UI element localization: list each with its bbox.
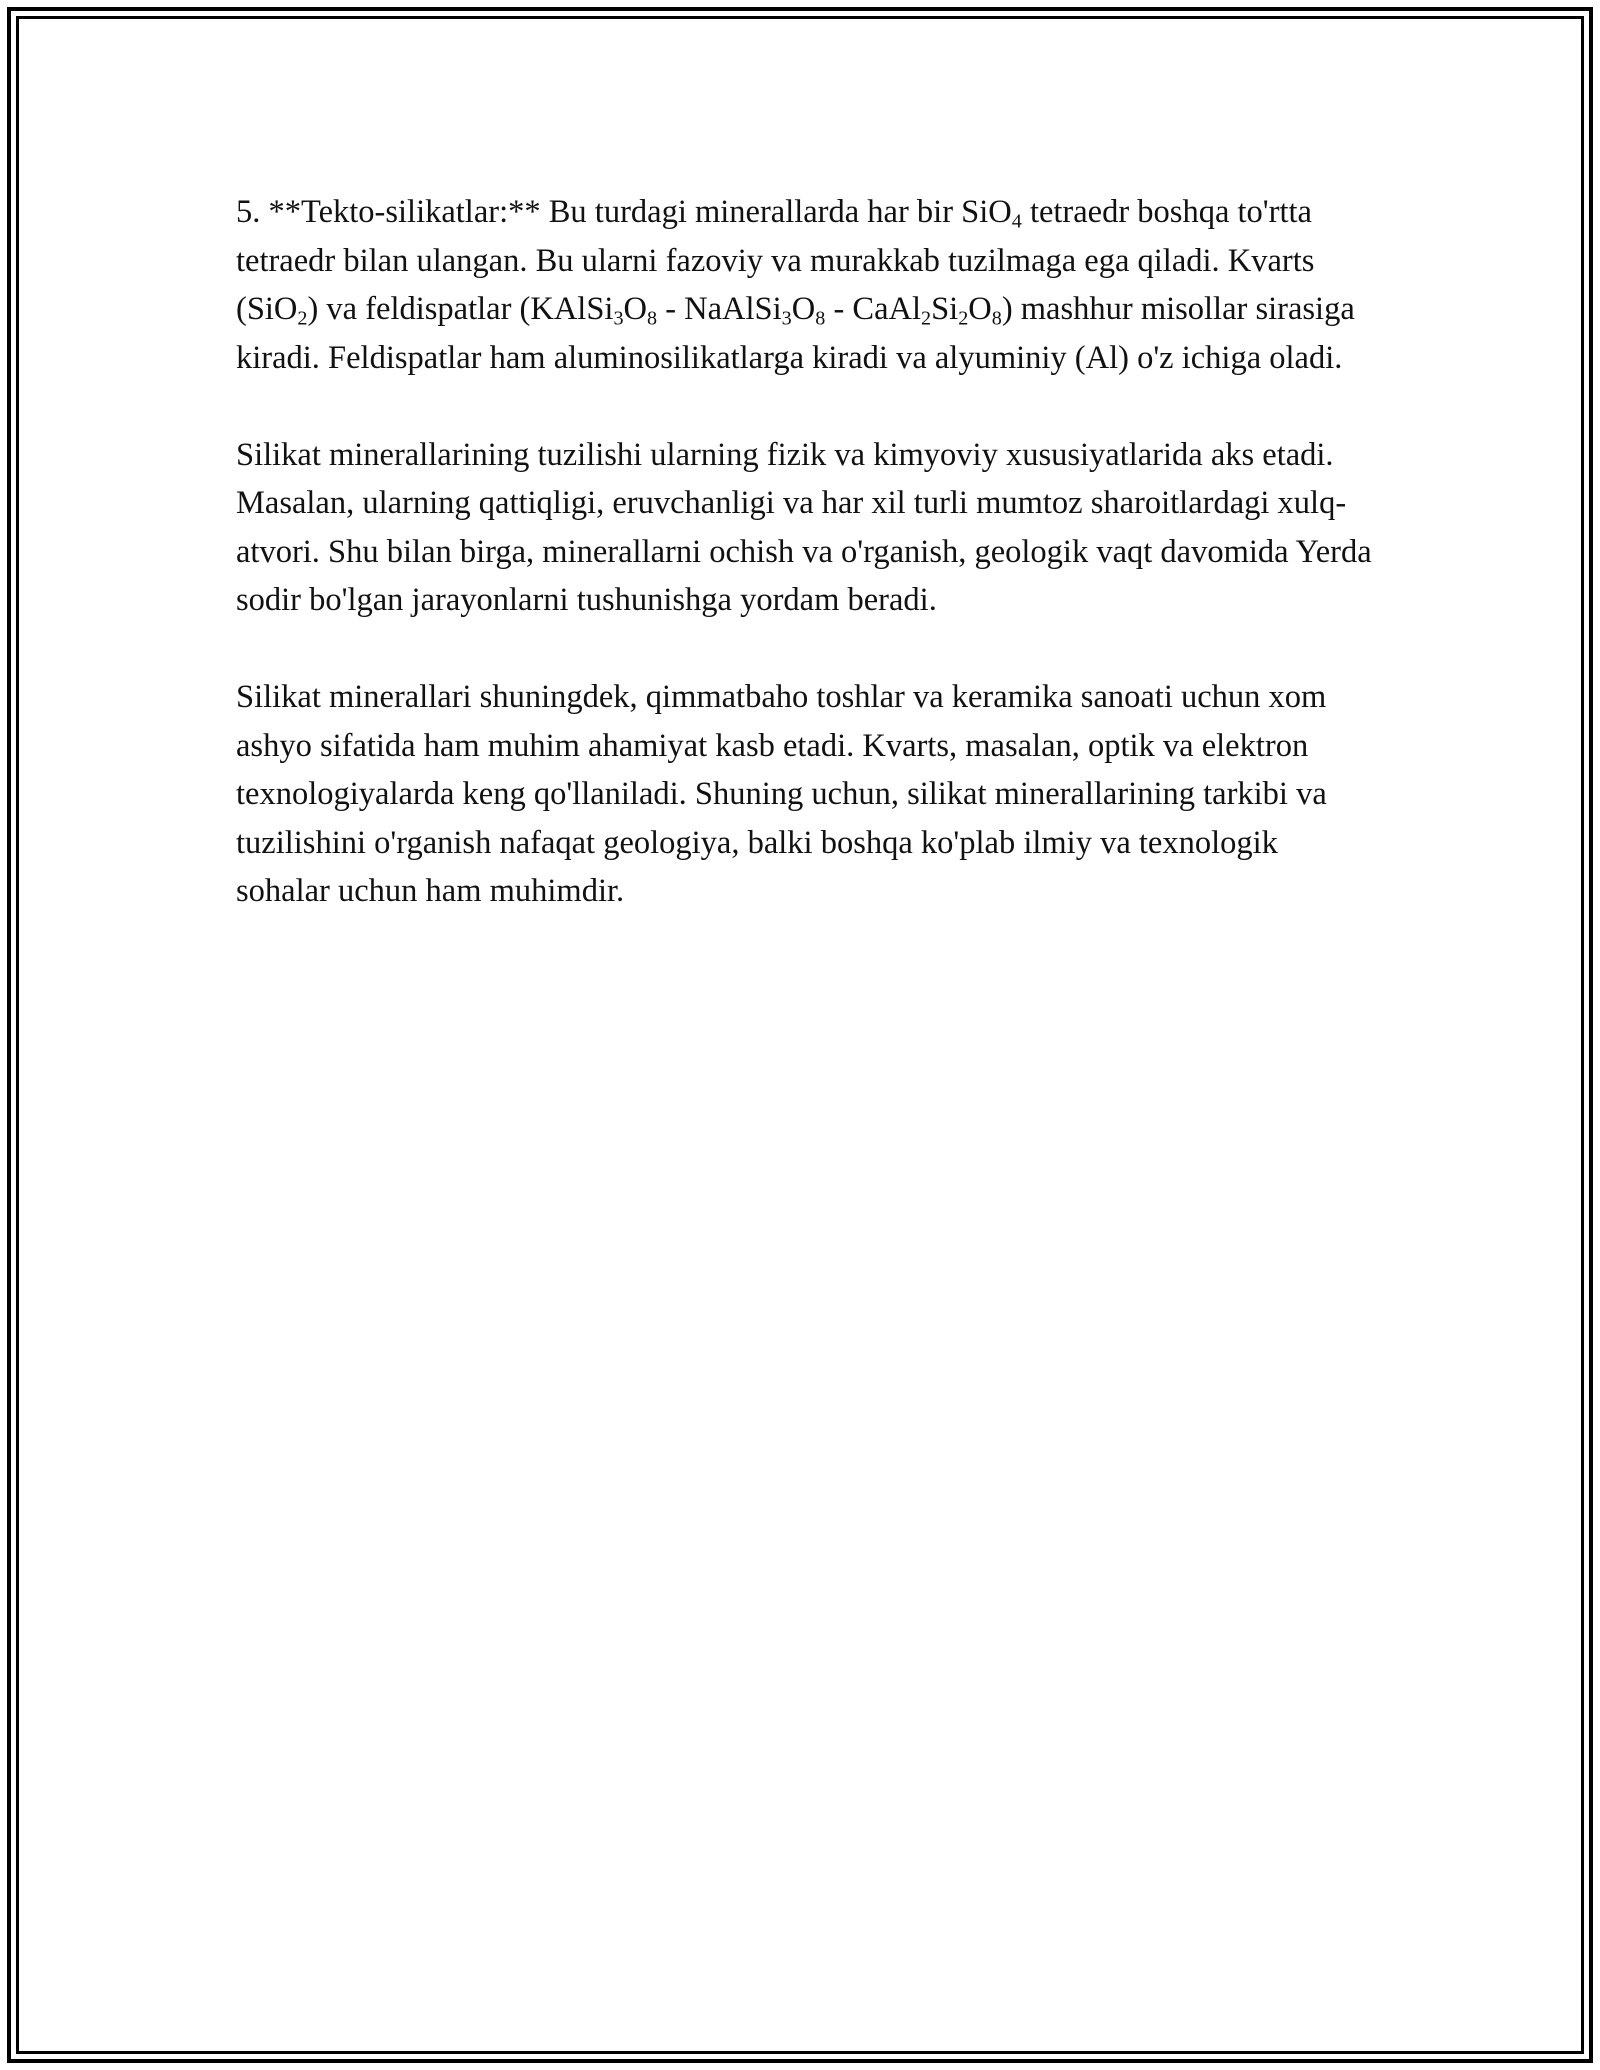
subscript: 3 (613, 307, 624, 330)
paragraph-tuzilishi (236, 431, 1376, 625)
subscript: 4 (1011, 210, 1022, 233)
text-run: Silikat minerallarining tuzilishi ularning fizik va kimyoviy xususiyatlarida aks etadi. Masalan, ularning qattiqligi, eruvchanligi va har xil turli mumtoz sharoitlardagi xulq-atvori. Shu bilan birga, minerallarni ochish va o'rganish, geologik vaqt davomida Yerda sodir bo'lgan jarayonlarni tushunishga yordam beradi. (236, 436, 1372, 618)
text-run: ) va feldispatlar (KAlSi (307, 291, 614, 327)
text-run: - CaAl (825, 291, 921, 327)
subscript: 2 (297, 307, 308, 330)
subscript: 2 (958, 307, 969, 330)
subscript: 3 (781, 307, 792, 330)
subscript: 8 (991, 307, 1002, 330)
text-run: Si (931, 291, 959, 327)
paragraph-ahamiyat (236, 673, 1376, 916)
text-run: - NaAlSi (657, 291, 782, 327)
text-run: O (791, 291, 816, 327)
subscript: 2 (921, 307, 932, 330)
document-body (236, 188, 1376, 964)
text-run: O (623, 291, 648, 327)
text-run: 5. **Tekto-silikatlar:** Bu turdagi minerallarda har bir SiO (236, 194, 1012, 230)
text-run: ) mashhur misollar sirasiga kiradi. Feldispatlar ham aluminosilikatlarga kiradi va alyuminiy (Al) o'z ichiga oladi. (236, 291, 1355, 376)
text-run: Silikat minerallari shuningdek, qimmatbaho toshlar va keramika sanoati uchun xom ashyo sifatida ham muhim ahamiyat kasb etadi. Kvarts, masalan, optik va elektron texnologiyalarda keng qo'llaniladi. Shuning uchun, silikat minerallarining tarkibi va tuzilishini o'rganish nafaqat geologiya, balki boshqa ko'plab ilmiy va texnologik sohalar uchun ham muhimdir. (236, 679, 1327, 909)
paragraph-tekto-silikatlar (236, 188, 1376, 382)
subscript: 8 (815, 307, 826, 330)
text-run: O (968, 291, 992, 327)
text-run: tetraedr boshqa to'rtta tetraedr bilan ulangan. Bu ularni fazoviy va murakkab tuzilmaga ega qiladi. Kvarts (SiO (236, 194, 1315, 327)
subscript: 8 (647, 307, 658, 330)
